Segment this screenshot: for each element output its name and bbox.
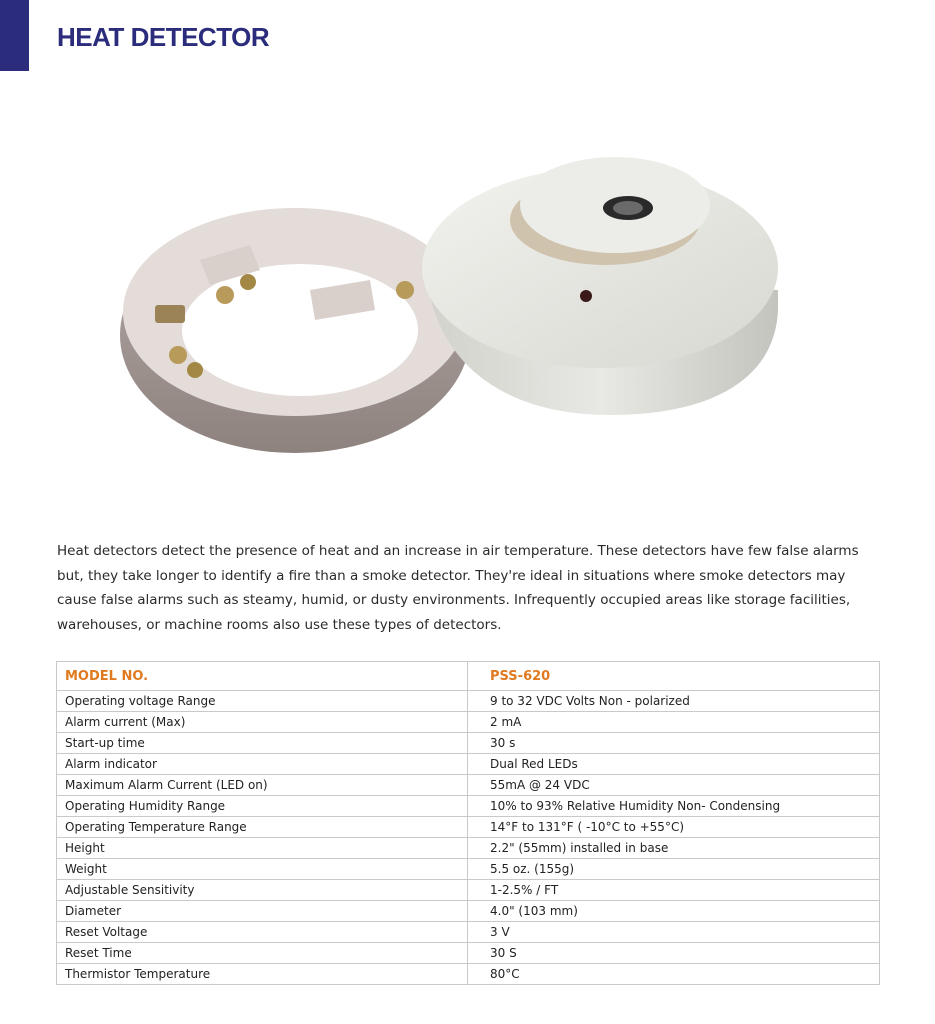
page-title: HEAT DETECTOR <box>57 22 270 52</box>
description-paragraph: Heat detectors detect the presence of heat and an increase in air temperature. These detectors have few false alarms but, they take longer to identify a fire than a smoke detector. They're ideal in situations where smoke detectors may cause false alarms such as steamy, humid, or dusty environments. Infrequently occupied areas like storage facilities, warehouses, or machine rooms also use these types of detectors. <box>57 543 859 633</box>
spec-label: Start-up time <box>57 733 468 754</box>
model-no-value: PSS-620 <box>468 662 880 691</box>
spec-label: Reset Time <box>57 943 468 964</box>
spec-header-row <box>57 662 880 691</box>
spec-value: 2.2" (55mm) installed in base <box>468 838 880 859</box>
spec-label: Maximum Alarm Current (LED on) <box>57 775 468 796</box>
spec-value: Dual Red LEDs <box>468 754 880 775</box>
spec-value: 3 V <box>468 922 880 943</box>
table-row <box>57 838 880 859</box>
spec-value: 9 to 32 VDC Volts Non - polarized <box>468 691 880 712</box>
spec-label: Adjustable Sensitivity <box>57 880 468 901</box>
table-row <box>57 754 880 775</box>
title-accent-bar <box>0 0 29 71</box>
table-row <box>57 901 880 922</box>
spec-label: Operating voltage Range <box>57 691 468 712</box>
table-row <box>57 775 880 796</box>
spec-label: Height <box>57 838 468 859</box>
spec-label: Alarm current (Max) <box>57 712 468 733</box>
table-row <box>57 691 880 712</box>
mounting-base <box>120 208 470 453</box>
spec-value: 1-2.5% / FT <box>468 880 880 901</box>
table-row <box>57 733 880 754</box>
table-row <box>57 712 880 733</box>
spec-table <box>56 661 880 985</box>
spec-label: Reset Voltage <box>57 922 468 943</box>
detector-head <box>422 157 778 415</box>
spec-value: 30 s <box>468 733 880 754</box>
spec-label: Weight <box>57 859 468 880</box>
spec-value: 80°C <box>468 964 880 985</box>
table-row <box>57 796 880 817</box>
spec-value: 10% to 93% Relative Humidity Non- Condensing <box>468 796 880 817</box>
spec-value: 55mA @ 24 VDC <box>468 775 880 796</box>
spec-value: 14°F to 131°F ( -10°C to +55°C) <box>468 817 880 838</box>
spec-label: Operating Humidity Range <box>57 796 468 817</box>
table-row <box>57 880 880 901</box>
spec-label: Diameter <box>57 901 468 922</box>
spec-value: 2 mA <box>468 712 880 733</box>
spec-label: Thermistor Temperature <box>57 964 468 985</box>
spec-value: 30 S <box>468 943 880 964</box>
table-row <box>57 964 880 985</box>
table-row <box>57 922 880 943</box>
spec-label: Operating Temperature Range <box>57 817 468 838</box>
spec-value: 5.5 oz. (155g) <box>468 859 880 880</box>
spec-label: Alarm indicator <box>57 754 468 775</box>
heat-detector-photo <box>100 150 800 480</box>
table-row <box>57 859 880 880</box>
model-no-label: MODEL NO. <box>57 662 468 691</box>
table-row <box>57 943 880 964</box>
spec-value: 4.0" (103 mm) <box>468 901 880 922</box>
table-row <box>57 817 880 838</box>
